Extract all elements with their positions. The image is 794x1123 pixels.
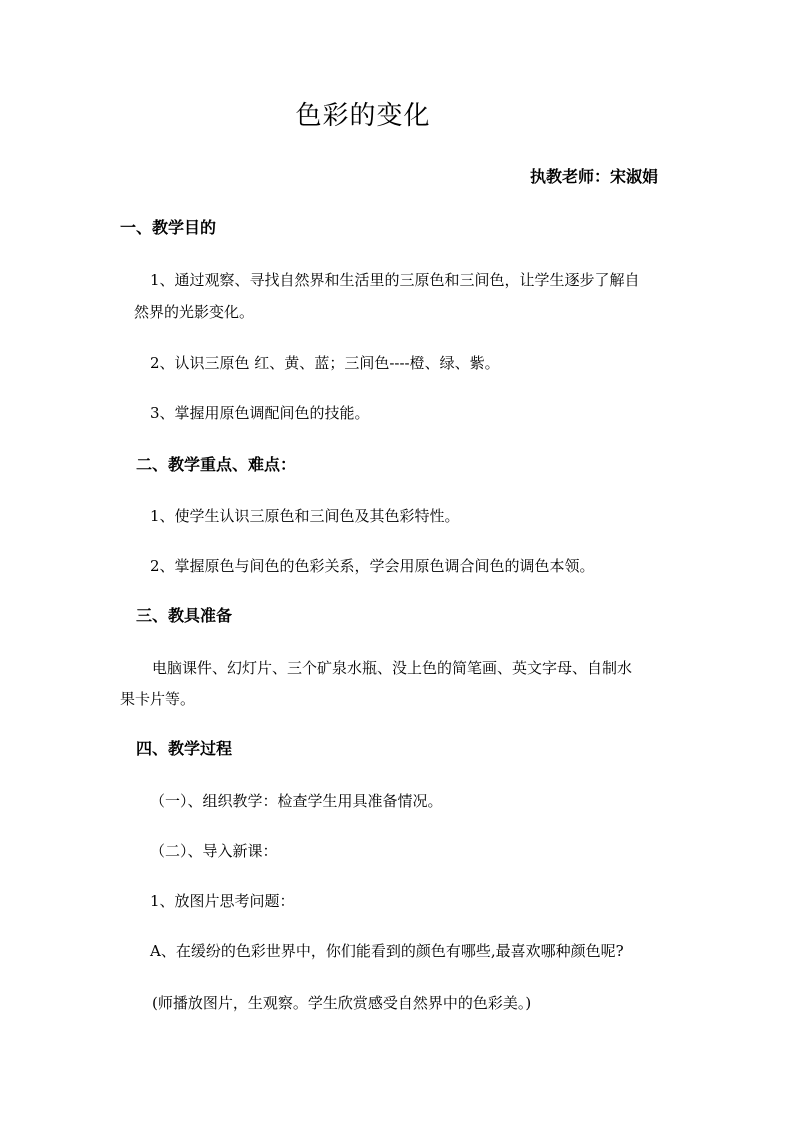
process-step-1: （一）、组织教学：检查学生用具准备情况。: [150, 792, 443, 810]
objective-1-line-2: 然界的光影变化。: [134, 303, 255, 321]
key-point-2: 2、掌握原色与间色的色彩关系，学会用原色调合间色的调色本领。: [150, 557, 595, 575]
section-heading-process: 四、教学过程: [136, 739, 233, 758]
section-heading-objectives: 一、教学目的: [120, 218, 217, 237]
teacher-name: 执教老师：宋淑娟: [529, 167, 658, 186]
process-step-2: （二）、导入新课：: [150, 842, 278, 860]
process-question-a: A、在缓纷的色彩世界中，你们能看到的颜色有哪些,最喜欢哪种颜色呢?: [150, 942, 624, 960]
document-title: 色彩的变化: [295, 101, 431, 131]
materials-line-1: 电脑课件、幻灯片、三个矿泉水瓶、没上色的简笔画、英文字母、自制水: [152, 659, 633, 677]
objective-3: 3、掌握用原色调配间色的技能。: [150, 404, 370, 422]
materials-line-2: 果卡片等。: [120, 690, 196, 708]
key-point-1: 1、使学生认识三原色和三间色及其色彩特性。: [150, 507, 460, 525]
section-heading-materials: 三、教具准备: [136, 606, 233, 625]
process-note: (师播放图片，生观察。学生欣赏感受自然界中的色彩美。): [152, 994, 532, 1012]
objective-2: 2、认识三原色 红、黄、蓝；三间色----橙、绿、紫。: [150, 354, 500, 372]
section-heading-key-points: 二、教学重点、难点：: [136, 455, 297, 474]
process-item-1: 1、放图片思考问题：: [150, 892, 295, 910]
objective-1-line-1: 1、通过观察、寻找自然界和生活里的三原色和三间色，让学生逐步了解自: [150, 271, 640, 289]
